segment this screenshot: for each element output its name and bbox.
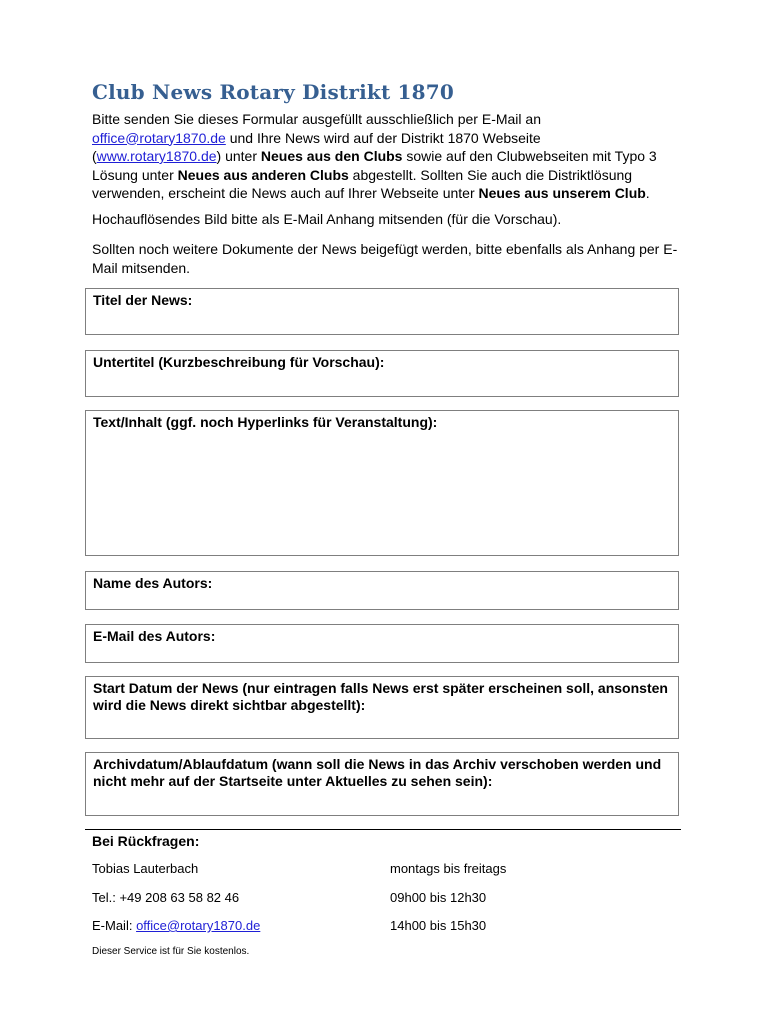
archive-date-field-label: Archivdatum/Ablaufdatum (wann soll die News in das Archiv verschoben werden und nicht mehr auf der Startseite unter Aktuelles zu sehen sein): [93,756,662,789]
start-date-field-label: Start Datum der News (nur eintragen falls News erst später erscheinen soll, ansonsten wird die News direkt sichtbar abgestellt): [93,680,668,713]
author-email-field-label: E-Mail des Autors: [93,628,216,644]
title-field[interactable] [85,288,679,335]
office-email-link[interactable]: office@rotary1870.de [92,129,226,146]
image-note: Hochauflösendes Bild bitte als E-Mail Anhang mitsenden (für die Vorschau). [92,211,562,227]
subtitle-field[interactable] [85,350,679,397]
contact-days: montags bis freitags [390,861,507,876]
intro-bold-neues-aus-unserem-club: Neues aus unserem Club [478,185,646,201]
service-note: Dieser Service ist für Sie kostenlos. [92,946,250,957]
intro-paragraph [92,110,692,203]
author-name-field-label: Name des Autors: [93,575,213,591]
author-email-field[interactable] [85,624,679,663]
contact-email-line [92,918,260,933]
intro-text-4: sowie auf den Clubwebseiten mit Typo 3 Lösung unter [92,148,657,183]
subtitle-field-label: Untertitel (Kurzbeschreibung für Vorschau): [93,354,385,370]
text-content-field[interactable] [85,410,679,556]
contact-email-link[interactable]: office@rotary1870.de [136,918,261,933]
intro-text-3: ) unter [216,148,261,164]
intro-text-1: Bitte senden Sie dieses Formular ausgefüllt ausschließlich per E-Mail an [92,111,541,127]
contact-phone: Tel.: +49 208 63 58 82 46 [92,890,240,905]
text-content-field-label: Text/Inhalt (ggf. noch Hyperlinks für Veranstaltung): [93,414,438,430]
archive-date-field[interactable] [85,752,679,816]
contact-email-prefix: E-Mail: [92,918,137,933]
intro-text-2: und Ihre News wird auf der Distrikt 1870 Webseite [225,129,541,146]
intro-bold-neues-aus-den-clubs: Neues aus den Clubs [260,148,403,164]
page-title: Club News Rotary Distrikt 1870 [92,80,455,104]
contact-hours-morning: 09h00 bis 12h30 [390,890,487,905]
contact-divider [85,829,681,830]
intro-text-6: . [645,185,650,201]
documents-note: Sollten noch weitere Dokumente der News beigefügt werden, bitte ebenfalls als Anhang per E-Mail mitsenden. [92,241,678,276]
intro-bold-neues-aus-anderen-clubs: Neues aus anderen Clubs [177,166,349,183]
intro-open-paren: ( [92,148,97,164]
contact-heading: Bei Rückfragen: [92,833,200,849]
start-date-field[interactable] [85,676,679,739]
website-link[interactable]: www.rotary1870.de [96,148,217,164]
contact-hours-afternoon: 14h00 bis 15h30 [390,918,487,933]
intro-text-5: abgestellt. Sollten Sie auch die Distriktlösung verwenden, erscheint die News auch auf Ihrer Webseite unter [92,166,633,201]
contact-name: Tobias Lauterbach [92,861,199,876]
author-name-field[interactable] [85,571,679,610]
title-field-label: Titel der News: [93,292,193,308]
